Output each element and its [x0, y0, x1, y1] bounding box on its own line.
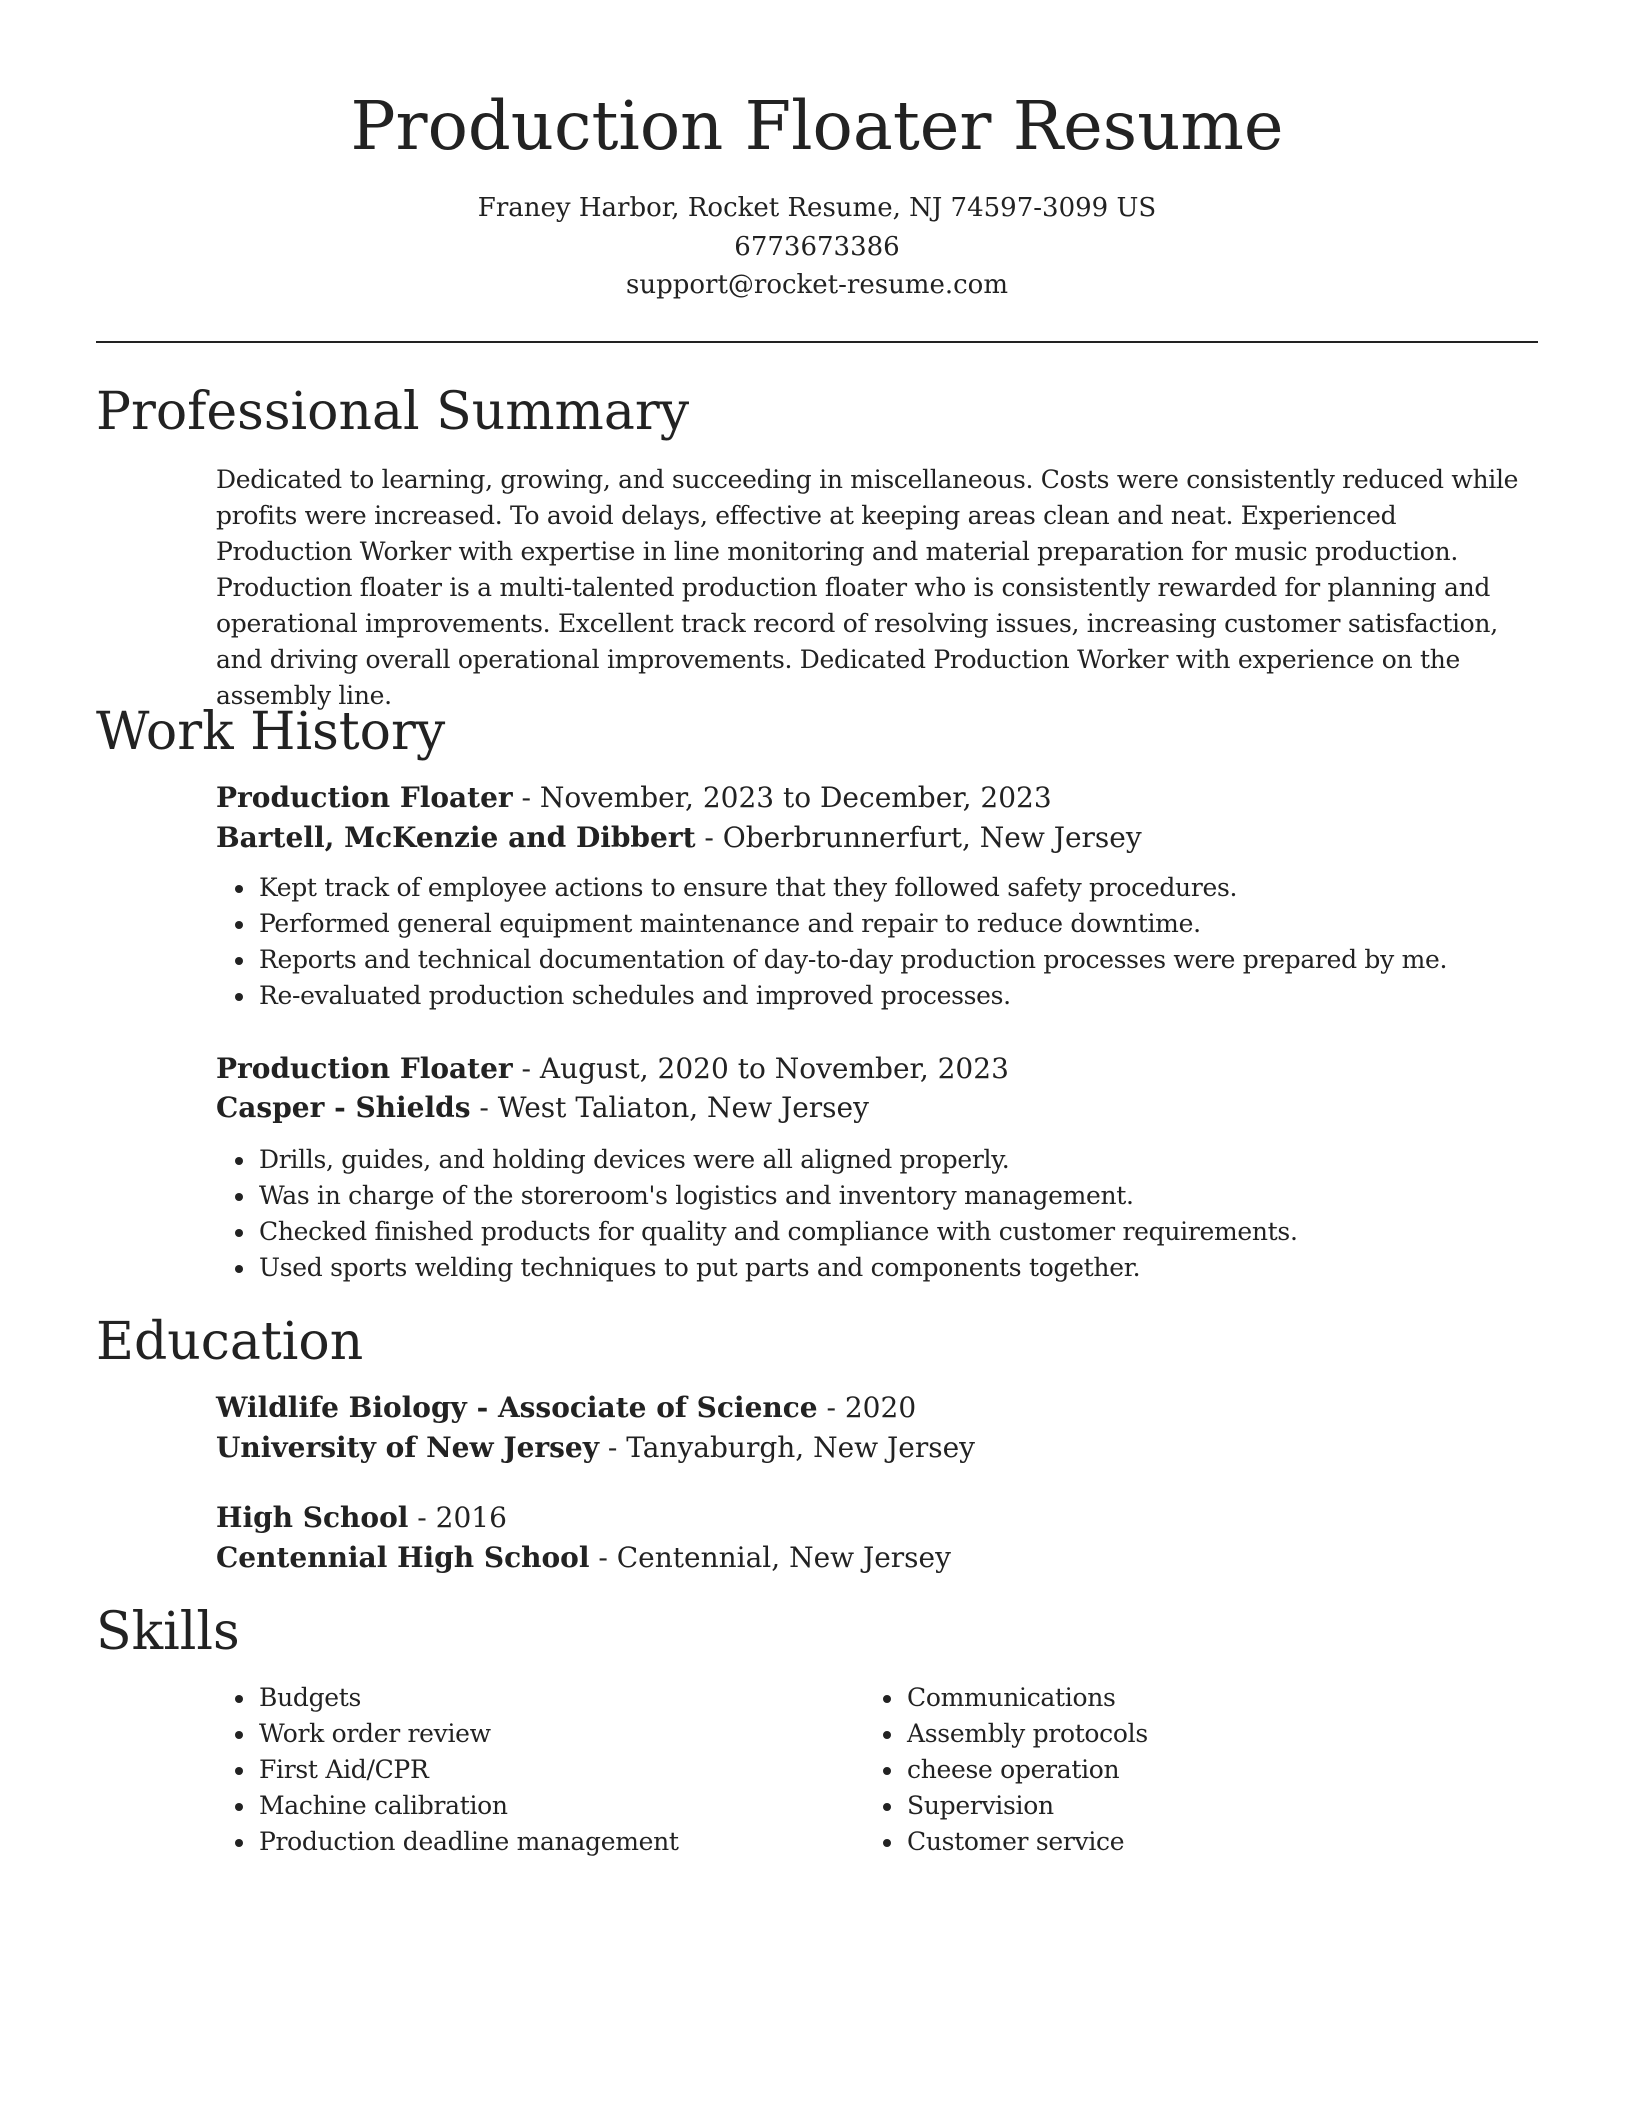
job-title: Production Floater [216, 1052, 513, 1085]
skill-item: First Aid/CPR [259, 1752, 679, 1788]
job-bullets [259, 870, 1447, 1014]
skill-item: Machine calibration [259, 1788, 679, 1824]
skill-item: Supervision [907, 1788, 1148, 1824]
contact-email: support@rocket-resume.com [625, 270, 1008, 300]
job-company-line [216, 1088, 869, 1128]
education-school: Centennial High School [216, 1541, 590, 1574]
job-dates: - November, 2023 to December, 2023 [512, 781, 1052, 814]
work-history-heading: Work History [96, 702, 446, 762]
list-item: Drills, guides, and holding devices were all aligned properly. [259, 1142, 1298, 1178]
summary-heading: Professional Summary [96, 382, 690, 442]
skill-item: Assembly protocols [907, 1716, 1148, 1752]
list-item: Checked finished products for quality and compliance with customer requirements. [259, 1214, 1298, 1250]
skill-item: cheese operation [907, 1752, 1148, 1788]
list-item: Was in charge of the storeroom's logistics and inventory management. [259, 1178, 1298, 1214]
job-bullets [259, 1142, 1298, 1286]
education-degree: High School [216, 1501, 409, 1534]
skills-heading: Skills [96, 1602, 240, 1662]
education-degree-line [216, 1388, 916, 1428]
contact-phone: 6773673386 [734, 232, 900, 262]
skill-item: Customer service [907, 1824, 1148, 1860]
skills-list-left [259, 1680, 679, 1860]
list-item: Reports and technical documentation of day-to-day production processes were prepared by me. [259, 942, 1447, 978]
job-location: - West Taliaton, New Jersey [470, 1091, 869, 1124]
education-location: - Tanyaburgh, New Jersey [599, 1431, 975, 1464]
skill-item: Budgets [259, 1680, 679, 1716]
education-degree: Wildlife Biology - Associate of Science [216, 1391, 818, 1424]
education-school-line [216, 1428, 975, 1468]
job-company: Casper - Shields [216, 1091, 471, 1124]
job-title: Production Floater [216, 781, 513, 814]
header-divider [96, 341, 1538, 343]
contact-address: Franey Harbor, Rocket Resume, NJ 74597-3099 US [477, 193, 1157, 223]
summary-text: Dedicated to learning, growing, and succeeding in miscellaneous. Costs were consistently reduced while profits were increased. To avoid delays, effective at keeping areas clean and neat. Experienced Production Worker with expertise in line monitoring and material preparation for music production. Production floater is a multi-talented production floater who is consistently rewarded for planning and operational improvements. Excellent track record of resolving issues, increasing customer satisfaction, and driving overall operational improvements. Dedicated Production Worker with experience on the assembly line. [216, 465, 1519, 710]
job-location: - Oberbrunnerfurt, New Jersey [695, 821, 1142, 854]
list-item: Re-evaluated production schedules and improved processes. [259, 978, 1447, 1014]
education-school-line [216, 1538, 951, 1578]
list-item: Performed general equipment maintenance and repair to reduce downtime. [259, 906, 1447, 942]
list-item: Used sports welding techniques to put parts and components together. [259, 1250, 1298, 1286]
education-year: - 2020 [817, 1391, 917, 1424]
education-degree-line [216, 1498, 507, 1538]
resume-title: Production Floater Resume [350, 87, 1284, 165]
education-location: - Centennial, New Jersey [589, 1541, 951, 1574]
education-school: University of New Jersey [216, 1431, 599, 1464]
education-heading: Education [96, 1312, 364, 1372]
list-item: Kept track of employee actions to ensure that they followed safety procedures. [259, 870, 1447, 906]
skill-item: Work order review [259, 1716, 679, 1752]
job-dates: - August, 2020 to November, 2023 [512, 1052, 1009, 1085]
education-year: - 2016 [408, 1501, 507, 1534]
job-title-line [216, 778, 1052, 818]
skills-list-right [907, 1680, 1148, 1860]
skill-item: Communications [907, 1680, 1148, 1716]
job-company-line [216, 818, 1142, 858]
skill-item: Production deadline management [259, 1824, 679, 1860]
job-company: Bartell, McKenzie and Dibbert [216, 821, 696, 854]
job-title-line [216, 1049, 1009, 1089]
